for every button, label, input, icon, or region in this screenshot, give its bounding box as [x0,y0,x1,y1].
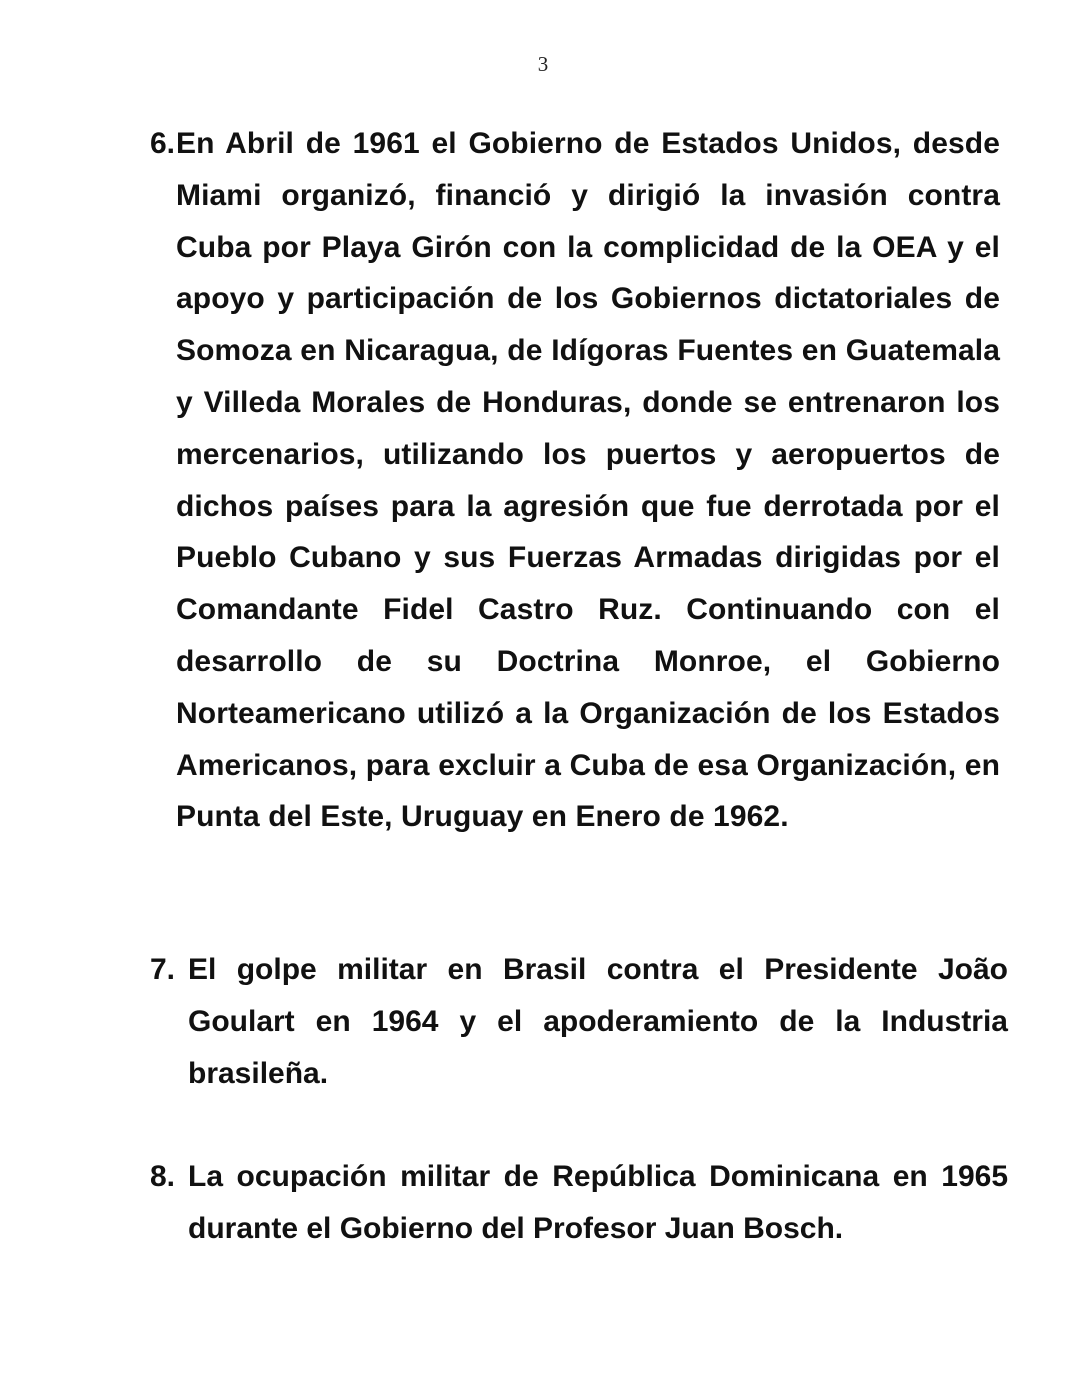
page-number: 3 [537,52,549,76]
list-item-number: 6. [150,127,176,160]
list-item-number: 8. [150,1160,176,1193]
list-item [150,118,1000,843]
list-item-number: 7. [150,953,176,986]
list-item-text: El golpe militar en Brasil contra el Presidente João Goulart en 1964 y el apoderamiento de la Industria brasileña. [188,953,1008,1090]
list-item [150,1151,1008,1255]
list-item-text: En Abril de 1961 el Gobierno de Estados Unidos, desde Miami organizó, financió y dirigió la invasión contra Cuba por Playa Girón con la complicidad de la OEA y el apoyo y participación de los Gobiernos dictatoriales de Somoza en Nicaragua, de Idígoras Fuentes en Guatemala y Villeda Morales de Honduras, donde se entrenaron los mercenarios, utilizando los puertos y aeropuertos de dichos países para la agresión que fue derrotada por el Pueblo Cubano y sus Fuerzas Armadas dirigidas por el Comandante Fidel Castro Ruz. Continuando con el desarrollo de su Doctrina Monroe, el Gobierno Norteamericano utilizó a la Organización de los Estados Americanos, para excluir a Cuba de esa Organización, en Punta del Este, Uruguay en Enero de 1962. [176,127,1000,834]
list-item [150,944,1008,1099]
list-item-text: La ocupación militar de República Dominicana en 1965 durante el Gobierno del Profesor Juan Bosch. [188,1160,1008,1245]
